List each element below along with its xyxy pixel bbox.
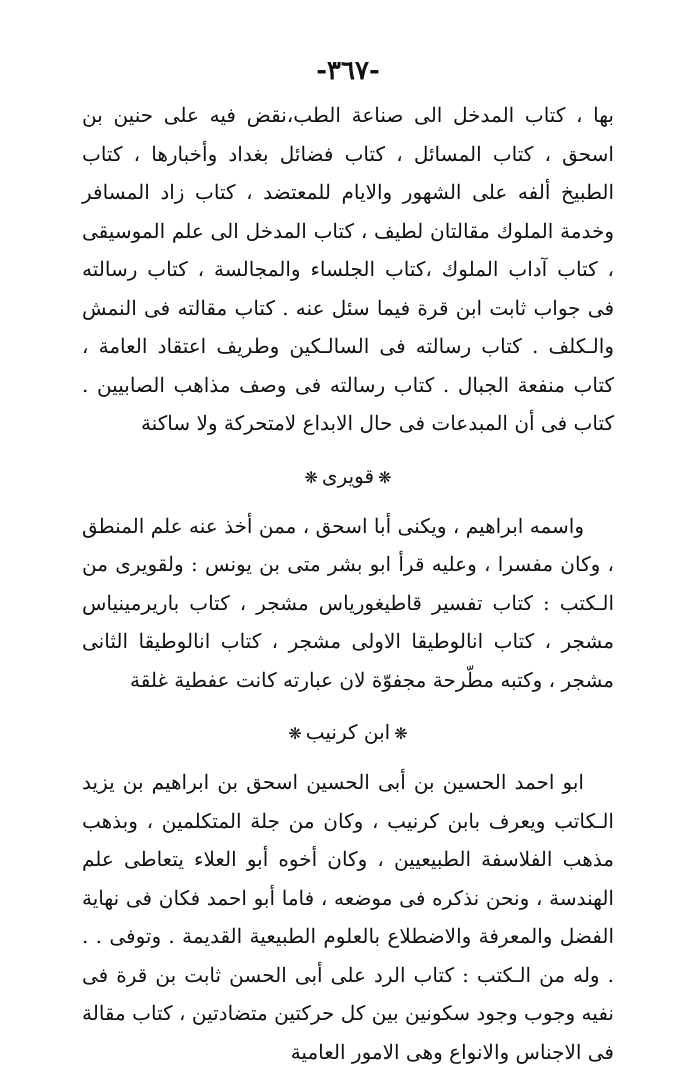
ornament-icon: ❋ (378, 467, 392, 487)
heading-text: ابن كرنيب (305, 720, 391, 744)
paragraph-ibn-karnib: ابو احمد الحسين بن أبى الحسين اسحق بن ابراهيم بن يزيد الـكاتب ويعرف بابن كرنيب ، وكان من جلة المتكلمين ، وبذهب مذهب الفلاسفة الطبيعيين ، وكان أخوه أبو العلاء يتعاطى علم الهندسة ، ونحن نذكره فى موضعه ، فاما أبو احمد فكان فى نهاية الفضل والمعرفة والاضطلاع بالعلوم الطبيعية القديمة . وتوفى . . . وله من الـكتب : كتاب الرد على أبى الحسن ثابت بن قرة فى نفيه وجوب وجود سكونين بين كل حركتين متضادتين ، كتاب مقالة فى الاجناس والانواع وهى الامور العامية (82, 770, 615, 1064)
heading-text: قويرى (321, 463, 375, 488)
paragraph-book-list: بها ، كتاب المدخل الى صناعة الطب،نقض فيه على حنين بن اسحق ، كتاب المسائل ، كتاب فضائل بغداد وأخبارها ، كتاب الطبيخ ألفه على الشهور والايام للمعتضد ، كتاب زاد المسافر وخدمة الملوك مقالتان لطيف ، كتاب المدخل الى علم الموسيقى ، كتاب آداب الملوك ،كتاب الجلساء والمجالسة ، كتاب رسالته فى جواب ثابت ابن قرة فيما سئل عنه . كتاب مقالته فى النمش والـكلف . كتاب رسالته فى السالـكين وطريف اعتقاد العامة ، كتاب منفعة الجبال . كتاب رسالته فى وصف مذاهب الصابيين . كتاب فى أن المبدعات فى حال الابداع لامتحركة ولا ساكنة (82, 103, 614, 435)
section-heading-ibn-karnib (82, 713, 614, 753)
page-number: -٣٦٧- (316, 56, 380, 86)
ornament-icon: ❋ (288, 724, 302, 743)
section-heading-quwayri (82, 457, 614, 497)
ornament-icon: ❋ (394, 724, 408, 743)
paragraph-quwayri: واسمه ابراهيم ، ويكنى أبا اسحق ، ممن أخذ عنه علم المنطق ، وكان مفسرا ، وعليه قرأ ابو بشر متى بن يونس : ولقويرى من الـكتب : كتاب تفسير قاطيغورياس مشجر ، كتاب باريرمينياس مشجر ، كتاب انالوطيقا الاولى مشجر ، كتاب انالوطيقا الثانى مشجر ، وكتبه مطّرحة مجفوّة لان عبارته كانت عفطية غلقة (82, 513, 614, 692)
ornament-icon: ❋ (304, 467, 318, 487)
